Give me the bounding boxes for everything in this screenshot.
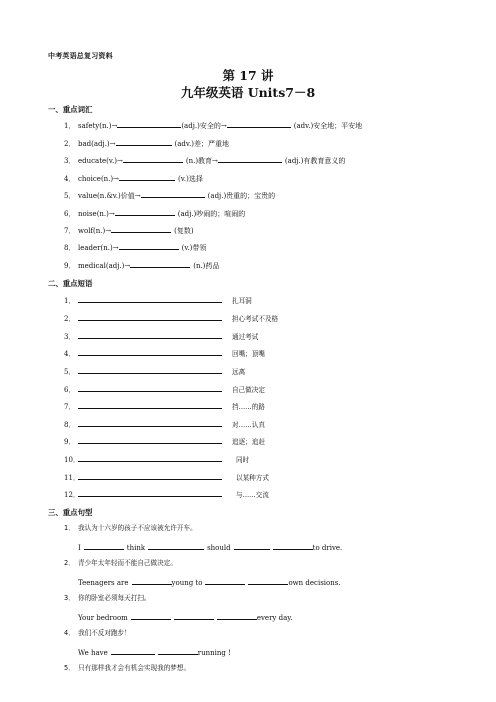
answer-blank[interactable] (111, 225, 171, 233)
vocab-hint: (adj.)安全的→ (181, 122, 227, 130)
phrase-row-10 (64, 454, 222, 465)
sentence-answer-4: We have running ! (78, 649, 231, 657)
sentence-prompt-5: 5． 只有那样我才会有机会实现我的梦想。 (64, 664, 191, 672)
phrase-number: 3． (64, 333, 76, 341)
phrase-blank[interactable] (78, 348, 222, 356)
answer-blank[interactable] (218, 155, 282, 163)
vocab-hint: (adj.)有教育意义的 (284, 157, 346, 165)
vocab-word: safety(n.)→ (78, 122, 118, 130)
sentence-prompt-2: 2． 青少年太年轻而不能自己做决定。 (64, 559, 177, 567)
vocab-row-6 (64, 208, 245, 219)
answer-blank[interactable] (115, 208, 175, 216)
vocab-hint: (v.)带领 (181, 244, 207, 252)
phrase-blank[interactable] (78, 295, 222, 303)
phrase-row-12 (64, 489, 222, 500)
phrase-row-9 (64, 436, 222, 447)
vocab-hint: (adv.)差；严重地 (174, 140, 229, 148)
phrase-row-6 (64, 384, 222, 395)
phrase-meaning: 追逐；追赶 (232, 438, 265, 446)
phrase-blank[interactable] (78, 401, 222, 409)
answer-blank[interactable] (141, 190, 205, 198)
unit-title: 九年级英语 Units7－8 (180, 85, 316, 100)
answer-blank[interactable] (116, 138, 172, 146)
phrase-meaning: 以某种方式 (236, 474, 269, 482)
answer-blank[interactable] (123, 155, 183, 163)
vocab-row-3 (64, 155, 345, 166)
vocab-hint: (n.)药品 (193, 262, 220, 270)
sentence-prompt-1: 1． 我认为十六岁的孩子不应该被允许开车。 (64, 524, 197, 532)
phrase-number: 1． (64, 297, 76, 305)
phrase-row-11 (64, 472, 222, 483)
vocab-word: medical(adj.)→ (78, 262, 131, 270)
phrase-blank[interactable] (78, 331, 222, 339)
vocab-number: 9． (64, 262, 76, 270)
vocab-hint: (adj.)吵闹的；喧闹的 (177, 210, 246, 218)
vocab-hint: (n.)教育→ (185, 157, 218, 165)
phrase-row-1 (64, 295, 222, 306)
answer-blank[interactable] (119, 173, 175, 181)
vocab-number: 2． (64, 140, 76, 148)
phrase-number: 6． (64, 386, 76, 394)
sentence-prompt-3: 3． 你的卧室必须每天打扫。 (64, 594, 151, 602)
vocab-word: educate(v.)→ (78, 157, 123, 165)
phrase-blank[interactable] (78, 489, 222, 497)
phrase-meaning: 担心考试不及格 (232, 315, 279, 323)
phrase-meaning: 远离 (232, 368, 246, 376)
vocab-row-1 (64, 120, 362, 131)
answer-blank[interactable] (205, 577, 245, 585)
phrase-number: 5． (64, 368, 76, 376)
vocab-word: choice(n.)→ (78, 175, 120, 183)
phrase-number: 11． (64, 474, 80, 482)
vocab-row-7 (64, 225, 194, 236)
phrase-row-7 (64, 401, 222, 412)
answer-blank[interactable] (174, 612, 214, 620)
answer-blank[interactable] (119, 242, 179, 250)
answer-blank[interactable] (217, 612, 257, 620)
phrase-meaning: 自己做决定 (232, 386, 265, 394)
answer-blank[interactable] (248, 577, 288, 585)
answer-blank[interactable] (227, 120, 291, 128)
phrase-row-2 (64, 313, 222, 324)
phrase-meaning: 通过考试 (232, 333, 259, 341)
vocab-hint: (复数) (174, 227, 194, 235)
vocab-number: 5． (64, 192, 76, 200)
section-heading-sentences: 三、重点句型 (48, 508, 93, 517)
answer-blank[interactable] (131, 612, 171, 620)
phrase-meaning: 扎耳洞 (232, 297, 252, 305)
phrase-number: 7． (64, 403, 76, 411)
sentence-answer-1: I think should to drive. (78, 544, 343, 552)
phrase-meaning: 挡……的路 (232, 403, 265, 411)
vocab-row-4 (64, 173, 203, 184)
phrase-blank[interactable] (78, 454, 222, 462)
phrase-number: 4． (64, 350, 76, 358)
lecture-title: 第 17 讲 (222, 68, 274, 83)
phrase-blank[interactable] (78, 472, 222, 480)
vocab-number: 1． (64, 122, 76, 130)
vocab-word: value(n.&v.)价值→ (78, 192, 141, 200)
sentence-prompt-4: 4． 我们不反对跑步！ (64, 629, 131, 637)
phrase-blank[interactable] (78, 436, 222, 444)
header-label: 中考英语总复习资料 (48, 52, 113, 60)
vocab-word: noise(n.)→ (78, 210, 115, 218)
phrase-meaning: 回嘴；顶嘴 (232, 350, 265, 358)
phrase-number: 8． (64, 421, 76, 429)
phrase-row-8 (64, 419, 222, 430)
vocab-number: 6． (64, 210, 76, 218)
vocab-word: bad(adj.)→ (78, 140, 116, 148)
vocab-hint: (v.)选择 (178, 175, 203, 183)
answer-blank[interactable] (130, 260, 190, 268)
vocab-row-2 (64, 138, 229, 149)
answer-blank[interactable] (273, 542, 313, 550)
phrase-row-4 (64, 348, 222, 359)
phrase-row-3 (64, 331, 222, 342)
vocab-row-8 (64, 242, 206, 253)
sentence-answer-3: Your bedroom every day. (78, 614, 293, 622)
phrase-row-5 (64, 366, 222, 377)
vocab-word: wolf(n.)→ (78, 227, 112, 235)
vocab-number: 4． (64, 175, 76, 183)
vocab-number: 8． (64, 244, 76, 252)
phrase-number: 2． (64, 315, 76, 323)
answer-blank[interactable] (111, 647, 155, 655)
vocab-row-5 (64, 190, 275, 201)
vocab-hint: (adv.)安全地；平安地 (293, 122, 363, 130)
phrase-meaning: 与……交流 (236, 491, 269, 499)
phrase-number: 12． (64, 491, 80, 499)
vocab-word: leader(n.)→ (78, 244, 119, 252)
section-heading-phrases: 二、重点短语 (48, 279, 93, 288)
phrase-blank[interactable] (78, 366, 222, 374)
phrase-blank[interactable] (78, 419, 222, 427)
phrase-number: 10． (64, 456, 80, 464)
phrase-number: 9． (64, 438, 76, 446)
section-heading-vocab: 一、重点词汇 (48, 105, 93, 114)
answer-blank[interactable] (132, 577, 172, 585)
sentence-answer-2: Teenagers are young to own decisions. (78, 579, 341, 587)
vocab-row-9 (64, 260, 219, 271)
answer-blank[interactable] (158, 647, 198, 655)
vocab-number: 3． (64, 157, 76, 165)
vocab-number: 7． (64, 227, 76, 235)
phrase-meaning: 对……认真 (232, 421, 265, 429)
phrase-meaning: 同时 (236, 456, 250, 464)
phrase-blank[interactable] (78, 313, 222, 321)
answer-blank[interactable] (84, 542, 124, 550)
phrase-blank[interactable] (78, 384, 222, 392)
answer-blank[interactable] (148, 542, 204, 550)
answer-blank[interactable] (234, 542, 270, 550)
answer-blank[interactable] (117, 120, 181, 128)
vocab-hint: (adj.)贵重的；宝贵的 (207, 192, 276, 200)
